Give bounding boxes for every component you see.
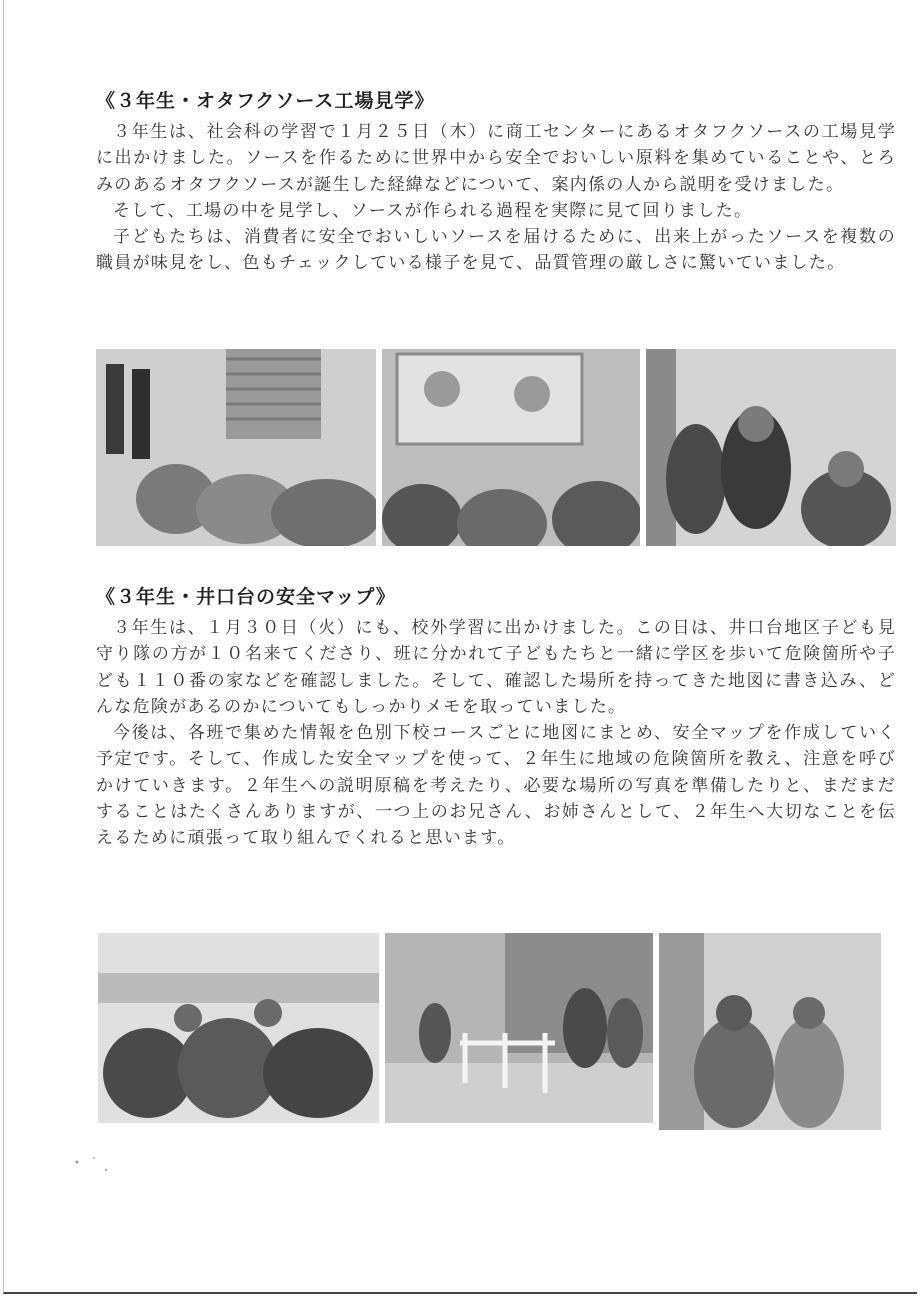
safety-map-paragraph-2: 今後は、各班で集めた情報を色別下校コースごとに地図にまとめ、安全マップを作成していく予定です。そして、作成した安全マップを使って、２年生に地域の危険箇所を教え、注意を呼びかけていきます。２年生への説明原稿を考えたり、必要な場所の写真を準備したりと、まだまだすることはたくさんありますが、一つ上のお兄さん、お姉さんとして、２年生へ大切なことを伝えるために頑張って取り組んでくれると思います。 [96,723,896,849]
factory-tour-section [96,86,896,277]
factory-tour-paragraph-1: ３年生は、社会科の学習で１月２５日（木）に商工センターにあるオタフクソースの工場見学に出かけました。ソースを作るために世界中から安全でおいしい原料を集めていることや、とろみのあるオタフクソースが誕生した経緯などについて、案内係の人から説明を受けました。 [96,122,896,195]
safety-map-photo-row [98,933,881,1130]
factory-photo-children-touring [646,349,896,546]
factory-tour-paragraph-3: 子どもたちは、消費者に安全でおいしいソースを届けるために、出来上がったソースを複数の職員が味見をし、色もチェックしている様子を見て、品質管理の厳しさに驚いていました。 [96,227,896,274]
scan-speck [72,1150,112,1180]
safety-map-heading: 《３年生・井口台の安全マップ》 [96,586,396,608]
safety-photo-children-walking [659,933,881,1130]
safety-map-paragraph-1: ３年生は、１月３０日（火）にも、校外学習に出かけました。この日は、井口台地区子ども見守り隊の方が１０名来てくださり、班に分かれて子どもたちと一緒に学区を歩いて危険箇所や子ども１１０番の家などを確認しました。そして、確認した場所を持ってきた地図に書き込み、どんな危険があるのかについてもしっかりメモを取っていました。 [96,618,896,717]
factory-photo-welcome-board [382,349,640,546]
factory-photo-row [96,349,896,546]
factory-photo-guides-and-children [96,349,376,546]
safety-photo-group-gathering [98,933,379,1123]
safety-map-section [96,582,896,852]
factory-tour-heading: 《３年生・オタフクソース工場見学》 [96,90,435,112]
safety-photo-walking-by-fence [385,933,653,1123]
factory-tour-paragraph-2: そして、工場の中を見学し、ソースが作られる過程を実際に見て回りました。 [113,200,753,221]
